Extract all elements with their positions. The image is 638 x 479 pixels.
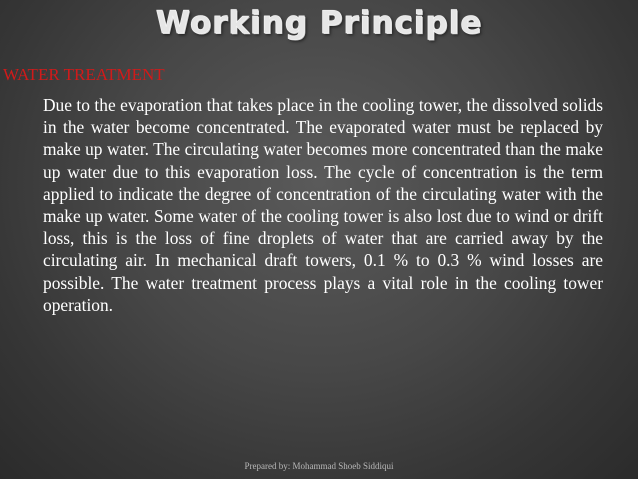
section-heading: WATER TREATMENT: [3, 65, 165, 84]
body-paragraph: Due to the evaporation that takes place in the cooling tower, the dissolved solids in the water become concentrated. The evaporated water must be replaced by make up water. The circulating water becomes more concentrated than the make up water due to this evaporation loss. The cycle of concentration is the term applied to indicate the degree of concentration of the circulating water with the make up water. Some water of the cooling tower is also lost due to wind or drift loss, this is the loss of fine droplets of water that are carried away by the circulating air. In mechanical draft towers, 0.1 % to 0.3 % wind losses are possible. The water treatment process plays a vital role in the cooling tower operation.: [43, 95, 603, 315]
footer-credit: Prepared by: Mohammad Shoeb Siddiqui: [244, 461, 394, 471]
slide-title: Working Principle: [155, 5, 483, 41]
